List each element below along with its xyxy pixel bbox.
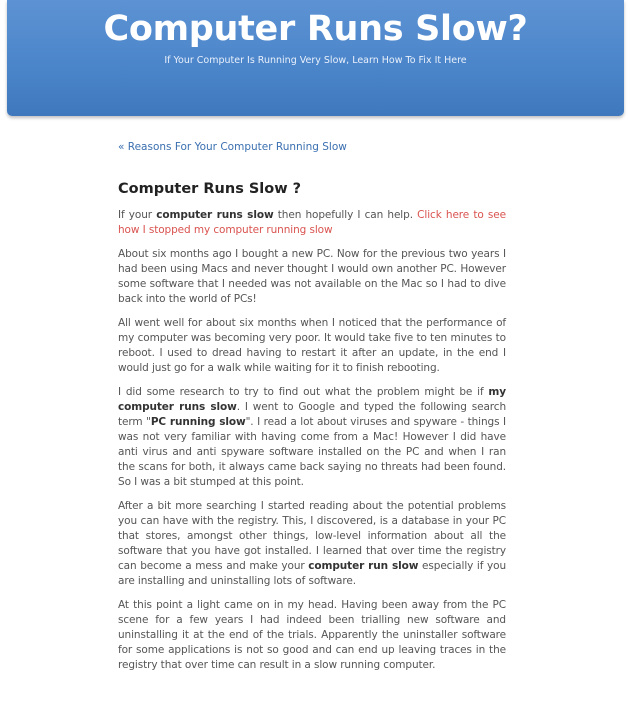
paragraph-3: All went well for about six months when I noticed that the performance of my computer was becoming very poor. It would take five to ten minutes to reboot. I used to dread having to restart it after an update, in the end I would just go for a walk while waiting for it to finish rebooting.: [118, 317, 506, 374]
intro-text-2: then hopefully I can help.: [273, 209, 418, 221]
previous-post-link[interactable]: Reasons For Your Computer Running Slow: [127, 141, 347, 153]
site-header: [7, 0, 624, 116]
click-here-link[interactable]: Click here to see how I stopped my computer running slow: [118, 209, 507, 236]
paragraph-4: [118, 385, 506, 490]
intro-bold-keyword: computer runs slow: [156, 209, 274, 221]
p5-text-2: especially if you are installing and uninstalling lots of software.: [118, 560, 506, 587]
intro-text-1: If your: [118, 209, 157, 221]
paragraph-6: At this point a light came on in my head. Having been away from the PC scene for a few years I had indeed been trialling new software and uninstalling it at the end of the trials. Apparently the uninstaller software for some applications is not so good and can end up leaving traces in the registry that over time can result in a slow running computer.: [118, 599, 506, 671]
breadcrumb-prefix: «: [118, 141, 128, 153]
breadcrumb: [118, 140, 506, 154]
p4-bold-1: my computer runs slow: [118, 386, 506, 413]
paragraph-intro: [118, 208, 506, 238]
paragraph-2: About six months ago I bought a new PC. Now for the previous two years I had been using Macs and never thought I would own another PC. However some software that I needed was not available on the Mac so I had to dive back into the world of PCs!: [118, 248, 506, 305]
site-tagline: If Your Computer Is Running Very Slow, Learn How To Fix It Here: [164, 55, 467, 66]
main-content: [118, 140, 506, 682]
p5-bold-1: computer run slow: [308, 560, 419, 572]
site-title[interactable]: Computer Runs Slow?: [103, 9, 528, 49]
post-title: Computer Runs Slow ?: [118, 181, 302, 197]
p4-text-1: I did some research to try to find out what the problem might be if: [118, 386, 489, 398]
p4-bold-2: PC running slow: [150, 416, 246, 428]
p4-text-2: . I went to Google and typed the following search term ": [118, 401, 507, 428]
paragraph-5: [118, 499, 506, 589]
p4-text-3: ". I read a lot about viruses and spyware - things I was not very familiar with having come from a Mac! However I did have anti virus and anti spyware software installed on the PC and when I ran the scans for both, it always came back saying no threats had been found. So I was a bit stumped at this point.: [118, 416, 506, 488]
p5-text-1: After a bit more searching I started reading about the potential problems you can have with the registry. This, I discovered, is a database in your PC that stores, amongst other things, low-level information about all the software that you have got installed. I learned that over time the registry can become a mess and make your: [118, 500, 506, 572]
